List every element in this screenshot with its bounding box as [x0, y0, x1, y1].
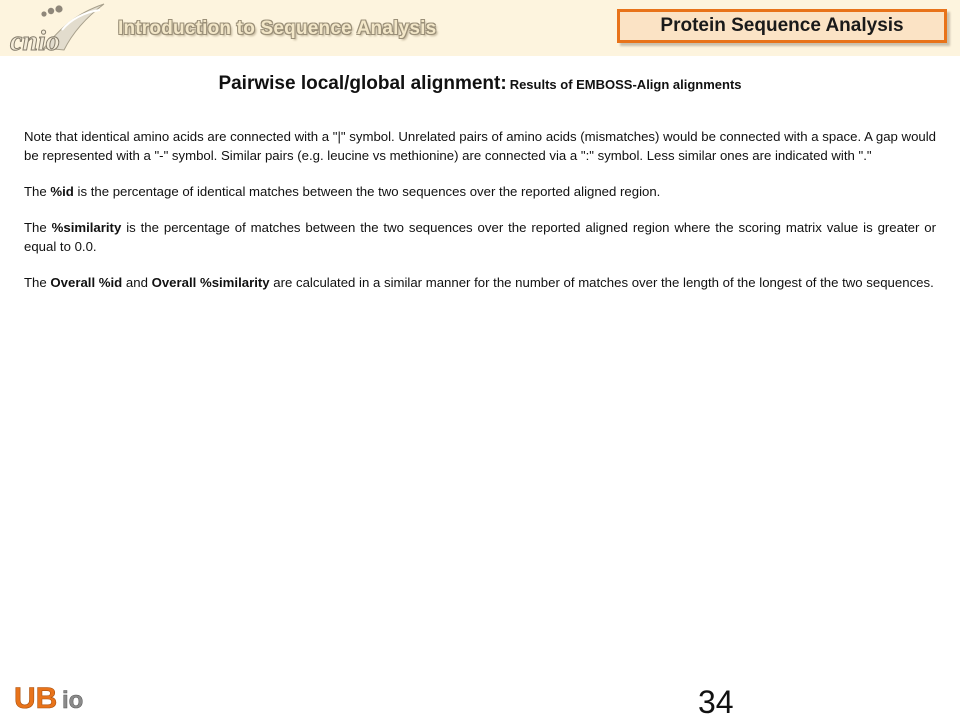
term-percent-id: %id — [50, 184, 74, 199]
text-run: is the percentage of identical matches between the two sequences over the reported aligned region. — [73, 184, 661, 199]
svg-text:cnio: cnio — [10, 26, 60, 56]
text-run: The — [24, 220, 52, 235]
page-title-main: Pairwise local/global alignment: — [218, 73, 507, 94]
text-run: The — [24, 275, 51, 290]
ubio-logo — [14, 680, 100, 714]
page-title-sub: Results of EMBOSS-Align alignments — [509, 77, 742, 92]
text-run: is the percentage of matches between the two sequences over the reported aligned region where the scoring matrix value is greater or equal to 0.0. — [24, 220, 936, 254]
page-title — [0, 73, 960, 95]
term-percent-similarity: %similarity — [51, 220, 122, 235]
svg-text:UB: UB — [14, 682, 58, 714]
text-run: are calculated in a similar manner for the number of matches over the length of the longest of the two sequences. — [269, 275, 934, 290]
term-overall-similarity: Overall %similarity — [151, 275, 270, 290]
cnio-logo — [4, 0, 112, 56]
course-title: Introduction to Sequence Analysis — [118, 18, 437, 39]
text-run: The — [24, 184, 51, 199]
svg-text:io: io — [62, 687, 84, 714]
section-badge: Protein Sequence Analysis — [617, 9, 947, 43]
paragraph-percent-id — [24, 182, 936, 201]
paragraph-symbols: Note that identical amino acids are connected with a "|" symbol. Unrelated pairs of amino acids (mismatches) would be connected with a space. A gap would be represented with a "-" symbol. Similar pairs (e.g. leucine vs methionine) are connected via a ":" symbol. Less similar ones are indicated with "." — [24, 129, 936, 163]
term-overall-id: Overall %id — [50, 275, 123, 290]
body-text — [24, 127, 936, 309]
paragraph-percent-similarity — [24, 218, 936, 256]
page-number: 34 — [698, 684, 734, 720]
text-run: and — [122, 275, 152, 290]
paragraph-overall — [24, 273, 936, 292]
